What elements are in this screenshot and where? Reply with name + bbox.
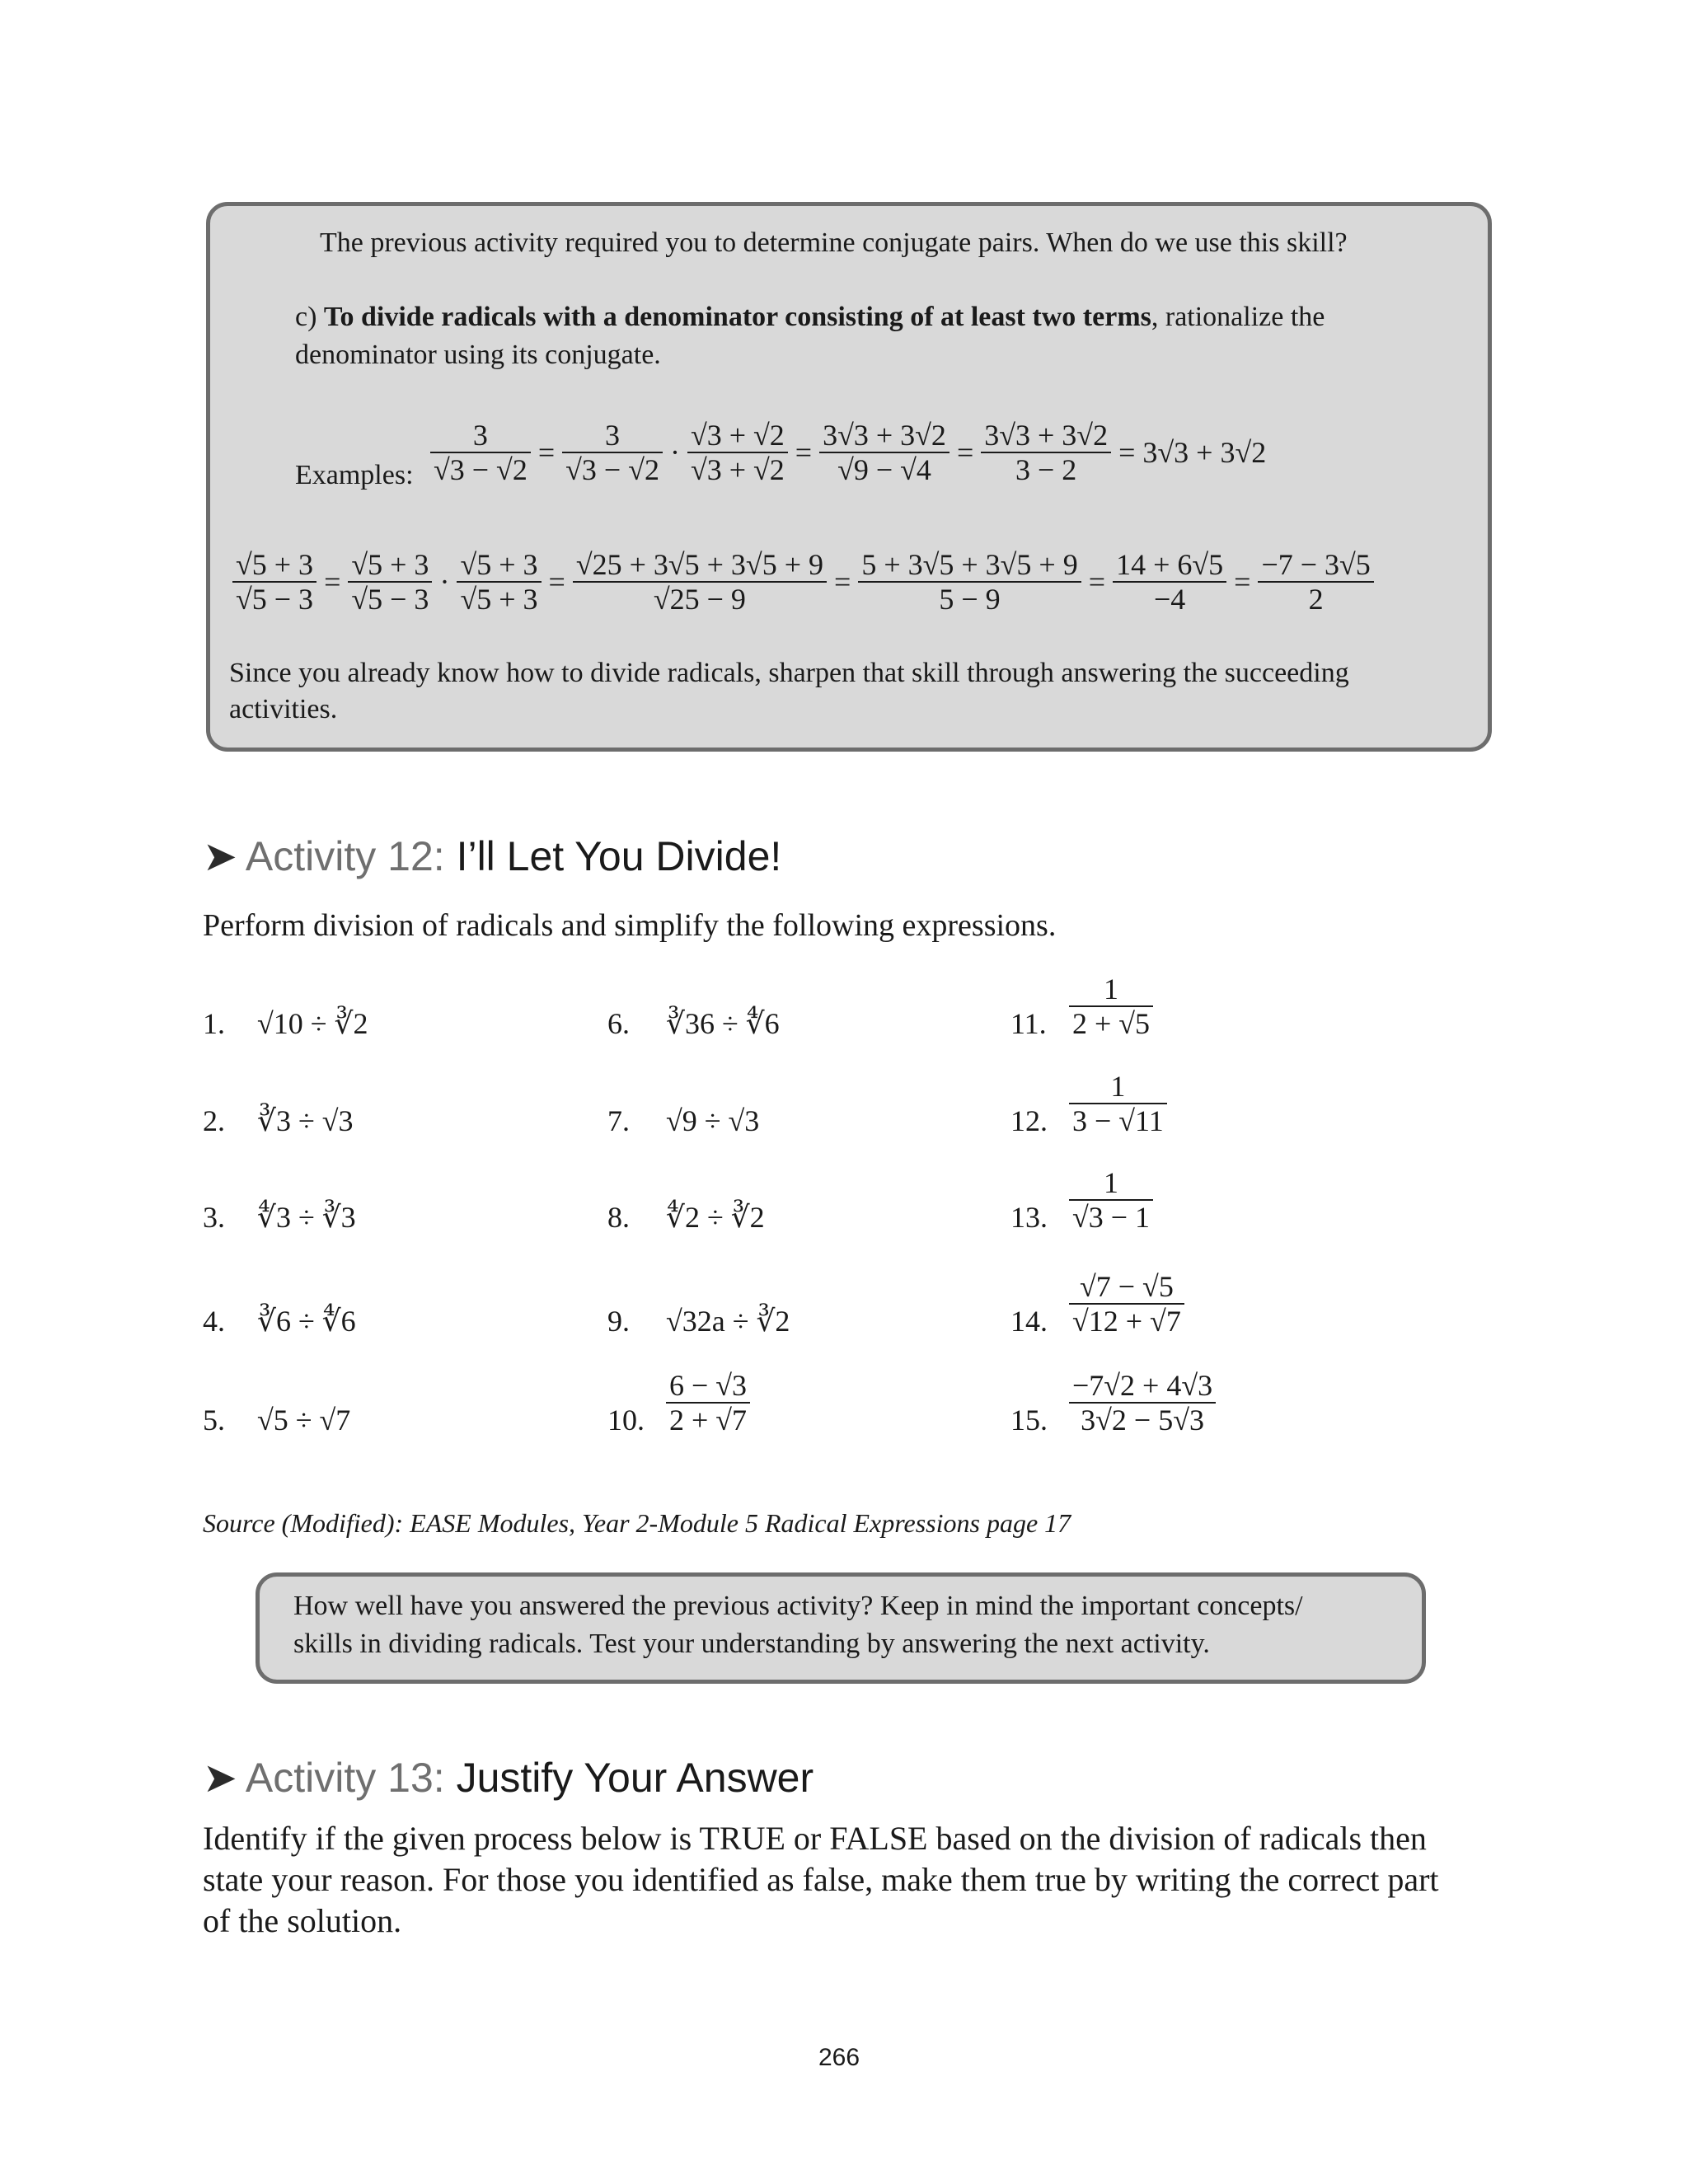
operator: =	[1226, 565, 1259, 598]
numerator: 1	[1069, 1070, 1167, 1104]
numerator: 1	[1069, 972, 1153, 1007]
fraction	[430, 419, 531, 486]
operator: =	[316, 565, 349, 598]
exercise-expression	[1069, 1166, 1153, 1234]
numerator: √3 + √2	[687, 419, 788, 453]
exercise-number: 10.	[607, 1404, 645, 1436]
fraction	[666, 1369, 750, 1436]
denominator: √5 − 3	[236, 583, 314, 616]
exercise-expression	[666, 1369, 750, 1436]
numerator: 1	[1069, 1166, 1153, 1201]
arrow-icon: ➤	[203, 833, 237, 879]
denominator: √3 − 1	[1072, 1201, 1151, 1234]
exercise-expression	[1069, 1369, 1216, 1436]
denominator: −4	[1153, 583, 1186, 616]
activity-13-line-2: state your reason. For those you identified as false, make them true by writing the correct part	[203, 1861, 1439, 1898]
operator: ·	[432, 565, 457, 598]
numerator: √7 − √5	[1069, 1270, 1184, 1305]
denominator: √3 − √2	[434, 453, 528, 486]
fraction	[1069, 1270, 1184, 1338]
exercise-number: 13.	[1010, 1201, 1048, 1234]
intro-closing-line2: activities.	[229, 694, 338, 724]
denominator: √3 − √2	[565, 453, 659, 486]
numerator: 6 − √3	[666, 1369, 750, 1404]
operator: =	[949, 436, 982, 469]
operator: = 3√3 + 3√2	[1111, 436, 1267, 469]
numerator: 14 + 6√5	[1113, 548, 1226, 583]
denominator: √3 + √2	[690, 453, 785, 486]
exercise-expression	[1069, 1270, 1184, 1338]
denominator: 2	[1308, 583, 1324, 616]
fraction	[687, 419, 788, 486]
denominator: 3 − √11	[1072, 1104, 1164, 1137]
fraction	[348, 548, 432, 616]
page-number: 266	[818, 2044, 860, 2071]
exercise-expression: ∜2 ÷ ∛2	[666, 1201, 765, 1234]
denominator: 2 + √7	[669, 1404, 748, 1436]
intro-question: The previous activity required you to determine conjugate pairs. When do we use this skill?	[320, 227, 1348, 258]
exercise-number: 5.	[203, 1404, 225, 1436]
exercise-expression: √9 ÷ √3	[666, 1104, 760, 1137]
exercise-number: 1.	[203, 1007, 225, 1040]
exercise-expression: ∛3 ÷ √3	[257, 1104, 354, 1137]
activity-12-heading: ➤ Activity 12: I’ll Let You Divide!	[203, 833, 782, 879]
exercise-number: 11.	[1010, 1007, 1047, 1040]
numerator: √5 + 3	[348, 548, 432, 583]
operator: =	[541, 565, 573, 598]
intro-item-c-line2: denominator using its conjugate.	[295, 340, 661, 370]
fraction	[573, 548, 827, 616]
note-line-1: How well have you answered the previous activity? Keep in mind the important concepts/	[293, 1591, 1303, 1621]
fraction	[1258, 548, 1373, 616]
denominator: 5 − 9	[939, 583, 1001, 616]
activity-12-instructions: Perform division of radicals and simplify the following expressions.	[203, 908, 1057, 943]
fraction	[457, 548, 541, 616]
exercise-number: 9.	[607, 1305, 630, 1338]
denominator: √25 − 9	[653, 583, 746, 616]
source-citation: Source (Modified): EASE Modules, Year 2-Module 5 Radical Expressions page 17	[203, 1508, 1071, 1538]
activity-13-heading: ➤ Activity 13: Justify Your Answer	[203, 1755, 814, 1801]
fraction	[1069, 1369, 1216, 1436]
numerator: 3	[430, 419, 531, 453]
fraction	[562, 419, 663, 486]
fraction	[819, 419, 950, 486]
exercise-expression	[1069, 972, 1153, 1040]
exercise-number: 6.	[607, 1007, 630, 1040]
operator: ·	[662, 436, 687, 469]
exercise-number: 15.	[1010, 1404, 1048, 1436]
examples-label: Examples:	[295, 460, 414, 490]
operator: =	[530, 436, 563, 469]
exercise-number: 8.	[607, 1201, 630, 1234]
exercise-number: 3.	[203, 1201, 225, 1234]
numerator: √5 + 3	[457, 548, 541, 583]
numerator: 3√3 + 3√2	[981, 419, 1111, 453]
intro-item-c: c) To divide radicals with a denominator consisting of at least two terms, rationalize the	[295, 302, 1325, 332]
intro-closing: Since you already know how to divide radicals, sharpen that skill through answering the succeeding	[229, 658, 1349, 688]
exercise-number: 7.	[607, 1104, 630, 1137]
exercise-number: 14.	[1010, 1305, 1048, 1338]
exercise-number: 4.	[203, 1305, 225, 1338]
denominator: 3 − 2	[1015, 453, 1077, 486]
denominator: √5 − 3	[351, 583, 429, 616]
note-line-2: skills in dividing radicals. Test your understanding by answering the next activity.	[293, 1629, 1210, 1659]
fraction	[1069, 1070, 1167, 1137]
numerator: √5 + 3	[232, 548, 316, 583]
fraction	[1069, 1166, 1153, 1234]
fraction	[858, 548, 1081, 616]
activity-13-line-3: of the solution.	[203, 1902, 402, 1939]
exercise-expression: √10 ÷ ∛2	[257, 1007, 368, 1040]
denominator: 3√2 − 5√3	[1081, 1404, 1204, 1436]
fraction	[981, 419, 1111, 486]
operator: =	[827, 565, 859, 598]
exercise-expression: √5 ÷ √7	[257, 1404, 351, 1436]
exercise-expression: ∛36 ÷ ∜6	[666, 1007, 780, 1040]
fraction	[1069, 972, 1153, 1040]
activity-13-line-1: Identify if the given process below is TRUE or FALSE based on the division of radicals then	[203, 1820, 1427, 1857]
numerator: −7√2 + 4√3	[1069, 1369, 1216, 1404]
numerator: √25 + 3√5 + 3√5 + 9	[573, 548, 827, 583]
denominator: √12 + √7	[1072, 1305, 1181, 1338]
operator: =	[1081, 565, 1114, 598]
exercise-number: 2.	[203, 1104, 225, 1137]
fraction	[1113, 548, 1226, 616]
exercise-expression: √32a ÷ ∛2	[666, 1305, 790, 1338]
exercise-expression: ∜3 ÷ ∛3	[257, 1201, 356, 1234]
numerator: 3	[562, 419, 663, 453]
arrow-icon: ➤	[203, 1755, 237, 1801]
example-1-equation	[430, 419, 1266, 486]
example-2-equation	[232, 548, 1374, 616]
fraction	[232, 548, 316, 616]
numerator: 5 + 3√5 + 3√5 + 9	[858, 548, 1081, 583]
exercise-expression: ∛6 ÷ ∜6	[257, 1305, 356, 1338]
numerator: 3√3 + 3√2	[819, 419, 950, 453]
operator: =	[787, 436, 820, 469]
exercise-number: 12.	[1010, 1104, 1048, 1137]
denominator: 2 + √5	[1072, 1007, 1151, 1040]
denominator: √9 − √4	[837, 453, 931, 486]
numerator: −7 − 3√5	[1258, 548, 1373, 583]
exercise-expression	[1069, 1070, 1167, 1137]
denominator: √5 + 3	[460, 583, 538, 616]
